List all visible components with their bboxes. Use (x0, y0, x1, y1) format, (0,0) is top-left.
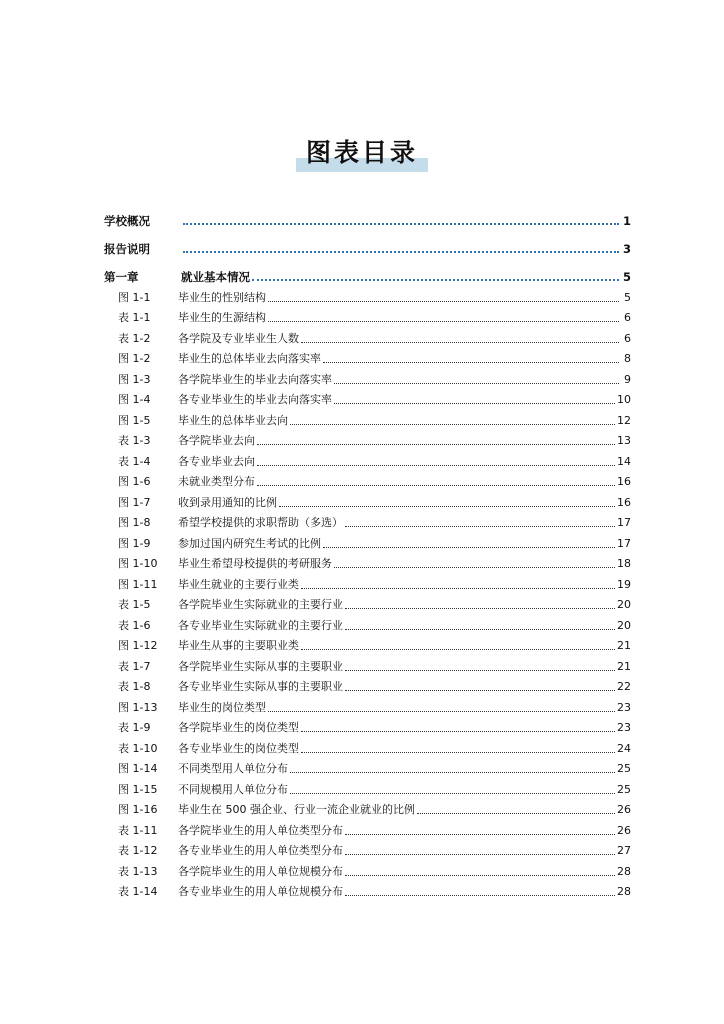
dot-leader (252, 278, 619, 281)
toc-entry[interactable] (104, 428, 631, 449)
toc-entry-page: 25 (617, 782, 631, 796)
dot-leader (345, 853, 615, 855)
toc-entry-page: 28 (617, 864, 631, 878)
toc-entry-label: 表 1-10 (118, 741, 158, 755)
toc-entry-title: 各学院毕业生的用人单位规模分布 (178, 864, 343, 878)
toc-entry[interactable] (104, 469, 631, 490)
toc-entry-title: 各专业毕业去向 (178, 454, 255, 468)
toc-entry-label: 图 1-2 (118, 352, 151, 365)
toc-entry-label: 图 1-1 (118, 290, 151, 304)
toc-entry-title: 毕业生的生源结构 (178, 311, 266, 324)
toc-entry[interactable] (104, 817, 631, 838)
dot-leader (334, 566, 615, 568)
dot-leader (323, 361, 619, 363)
toc-entry-page: 8 (624, 352, 631, 365)
toc-entry-label: 表 1-11 (118, 823, 158, 837)
toc-entry-page: 14 (617, 454, 631, 468)
dot-leader (183, 250, 619, 253)
toc-entry[interactable] (104, 797, 631, 818)
toc-entry-label: 图 1-7 (118, 495, 151, 509)
toc-entry-label: 图 1-5 (118, 413, 151, 427)
dot-leader (345, 874, 615, 876)
toc-entry-label: 表 1-1 (118, 311, 151, 324)
toc-entry-label: 第一章 (104, 270, 139, 284)
toc-entry[interactable] (104, 571, 631, 592)
toc-entry-title: 毕业生的总体毕业去向落实率 (178, 352, 321, 365)
toc-entry[interactable] (104, 735, 631, 756)
toc-entry-page: 6 (624, 331, 631, 345)
toc-entry[interactable] (104, 715, 631, 736)
toc-entry-page: 26 (617, 823, 631, 837)
toc-entry-title: 毕业生的岗位类型 (178, 700, 266, 714)
dot-leader (268, 300, 619, 302)
toc-entry-title: 不同类型用人单位分布 (178, 762, 288, 775)
toc-entry-page: 5 (622, 270, 631, 284)
dot-leader (301, 587, 615, 589)
toc-entry-title: 各专业毕业生的毕业去向落实率 (178, 393, 332, 406)
toc-entry-label: 表 1-2 (118, 331, 151, 345)
toc-entry-title: 各学院毕业生实际就业的主要行业 (178, 598, 343, 611)
toc-entry-label: 表 1-4 (118, 454, 151, 468)
toc-entry-page: 16 (617, 495, 631, 509)
toc-entry-title: 各学院毕业生实际从事的主要职业 (178, 659, 343, 673)
dot-leader (257, 484, 615, 486)
dot-leader (301, 341, 619, 343)
dot-leader (345, 628, 615, 630)
toc-entry-title: 毕业生的性别结构 (178, 290, 266, 304)
toc-entry-title: 各专业毕业生实际从事的主要职业 (178, 680, 343, 693)
toc-entry[interactable] (104, 284, 631, 305)
toc-entry-title: 收到录用通知的比例 (178, 495, 277, 509)
toc-entry-label: 图 1-6 (118, 475, 151, 488)
toc-entry-page: 18 (617, 557, 631, 570)
toc-entry-page: 6 (624, 311, 631, 324)
toc-entry-page: 23 (617, 721, 631, 734)
toc-entry-page: 10 (617, 393, 631, 406)
toc-entry[interactable] (104, 756, 631, 777)
dot-leader (257, 443, 615, 445)
dot-leader (279, 505, 615, 507)
toc-entry[interactable] (104, 551, 631, 572)
dot-leader (290, 792, 615, 794)
toc-entry-page: 3 (622, 242, 631, 256)
toc-entry-page: 5 (624, 290, 631, 304)
toc-entry[interactable] (104, 612, 631, 633)
toc-entry-page: 26 (617, 803, 631, 816)
toc-entry[interactable] (104, 633, 631, 654)
toc-entry-page: 21 (617, 639, 631, 652)
toc-entry-page: 24 (617, 741, 631, 755)
dot-leader (345, 894, 615, 896)
dot-leader (301, 648, 615, 650)
dot-leader (334, 402, 615, 404)
page-title: 图表目录 (296, 136, 428, 170)
toc-entry[interactable] (104, 387, 631, 408)
title-block (0, 136, 724, 170)
toc-entry-page: 23 (617, 700, 631, 714)
toc-entry[interactable] (104, 407, 631, 428)
toc-entry-label: 学校概况 (104, 214, 150, 228)
toc-entry-label: 表 1-3 (118, 434, 151, 447)
toc-entry-label: 表 1-13 (118, 864, 158, 878)
toc-entry-page: 20 (617, 598, 631, 611)
toc-entry[interactable] (104, 653, 631, 674)
toc-entry[interactable] (104, 879, 631, 900)
toc-entry-title: 未就业类型分布 (178, 475, 255, 488)
toc-entry[interactable] (104, 674, 631, 695)
toc-entry[interactable] (104, 510, 631, 531)
toc-entry-page: 9 (624, 372, 631, 386)
toc-entry[interactable] (104, 489, 631, 510)
toc-entry-page: 19 (617, 577, 631, 591)
toc-entry-title: 毕业生在 500 强企业、行业一流企业就业的比例 (178, 803, 415, 816)
toc-entry[interactable] (104, 366, 631, 387)
toc-entry-title: 各专业毕业生的岗位类型 (178, 741, 299, 755)
toc-entry[interactable] (104, 325, 631, 346)
toc-entry-chapter-1[interactable] (104, 256, 631, 284)
toc-entry-label: 图 1-4 (118, 393, 151, 406)
toc-entry-title: 毕业生就业的主要行业类 (178, 577, 299, 591)
toc-entry-page: 28 (617, 885, 631, 898)
toc-entry[interactable] (104, 694, 631, 715)
toc-entry[interactable] (104, 305, 631, 326)
toc-entry-title: 各学院毕业生的毕业去向落实率 (178, 372, 332, 386)
toc-entry[interactable] (104, 776, 631, 797)
dot-leader (345, 525, 615, 527)
toc-entry-report-notes[interactable] (104, 228, 631, 256)
toc-entry-label: 图 1-3 (118, 372, 151, 386)
toc-entry-label: 表 1-6 (118, 618, 151, 632)
toc-entry-page: 21 (617, 659, 631, 673)
toc-entry-title: 各学院及专业毕业生人数 (178, 331, 299, 345)
dot-leader (417, 812, 615, 814)
toc-entry-title: 各专业毕业生的用人单位规模分布 (178, 885, 343, 898)
toc-entry-page: 17 (617, 536, 631, 550)
toc-entry-label: 图 1-10 (118, 557, 158, 570)
toc-entry[interactable] (104, 448, 631, 469)
toc-entry-label: 表 1-5 (118, 598, 151, 611)
toc-entry-page: 17 (617, 516, 631, 529)
toc-entry-label: 表 1-7 (118, 659, 151, 673)
toc-entry-page: 12 (617, 413, 631, 427)
toc-entry[interactable] (104, 838, 631, 859)
toc-entry-label: 表 1-12 (118, 844, 158, 857)
toc-entry-page: 22 (617, 680, 631, 693)
dot-leader (301, 751, 615, 753)
dot-leader (257, 464, 615, 466)
dot-leader (334, 382, 619, 384)
toc-entry-label: 图 1-8 (118, 516, 151, 529)
toc-entry-page: 1 (622, 214, 631, 228)
toc-entry[interactable] (104, 858, 631, 879)
dot-leader (290, 771, 615, 773)
toc-entry-title: 各专业毕业生实际就业的主要行业 (178, 618, 343, 632)
toc-entry-label: 表 1-8 (118, 680, 151, 693)
toc-entry-title: 就业基本情况 (181, 270, 250, 284)
toc-entry-label: 图 1-11 (118, 577, 158, 591)
toc-entry-page: 27 (617, 844, 631, 857)
toc-entry-page: 20 (617, 618, 631, 632)
dot-leader (345, 607, 615, 609)
toc-entry-label: 表 1-14 (118, 885, 158, 898)
dot-leader (290, 423, 615, 425)
dot-leader (345, 833, 615, 835)
toc-entry-title: 希望学校提供的求职帮助（多选） (178, 516, 343, 529)
toc-entry-label: 图 1-12 (118, 639, 158, 652)
toc-entry-page: 16 (617, 475, 631, 488)
toc-entry-title: 各学院毕业生的岗位类型 (178, 721, 299, 734)
toc-entry[interactable] (104, 530, 631, 551)
toc-entry[interactable] (104, 592, 631, 613)
toc-entry-title: 毕业生希望母校提供的考研服务 (178, 557, 332, 570)
dot-leader (323, 546, 615, 548)
toc-entry-page: 25 (617, 762, 631, 775)
dot-leader (345, 689, 615, 691)
dot-leader (301, 730, 615, 732)
toc-entry-title: 不同规模用人单位分布 (178, 782, 288, 796)
dot-leader (268, 710, 615, 712)
toc-entry-label: 报告说明 (104, 242, 150, 256)
toc-entry-label: 图 1-15 (118, 782, 158, 796)
toc-entry-label: 图 1-9 (118, 536, 151, 550)
dot-leader (268, 320, 619, 322)
toc-entry-title: 参加过国内研究生考试的比例 (178, 536, 321, 550)
toc-entry-label: 图 1-16 (118, 803, 158, 816)
toc-entry-school-overview[interactable] (104, 200, 631, 228)
toc-entry-title: 各专业毕业生的用人单位类型分布 (178, 844, 343, 857)
dot-leader (183, 222, 619, 225)
table-of-contents (104, 200, 631, 899)
toc-entry-page: 13 (617, 434, 631, 447)
toc-entry-label: 图 1-14 (118, 762, 158, 775)
toc-entry-title: 毕业生的总体毕业去向 (178, 413, 288, 427)
toc-entry-title: 各学院毕业生的用人单位类型分布 (178, 823, 343, 837)
dot-leader (345, 669, 615, 671)
toc-entry[interactable] (104, 346, 631, 367)
toc-entry-label: 图 1-13 (118, 700, 158, 714)
toc-entry-title: 各学院毕业去向 (178, 434, 255, 447)
toc-entry-label: 表 1-9 (118, 721, 151, 734)
toc-entry-title: 毕业生从事的主要职业类 (178, 639, 299, 652)
